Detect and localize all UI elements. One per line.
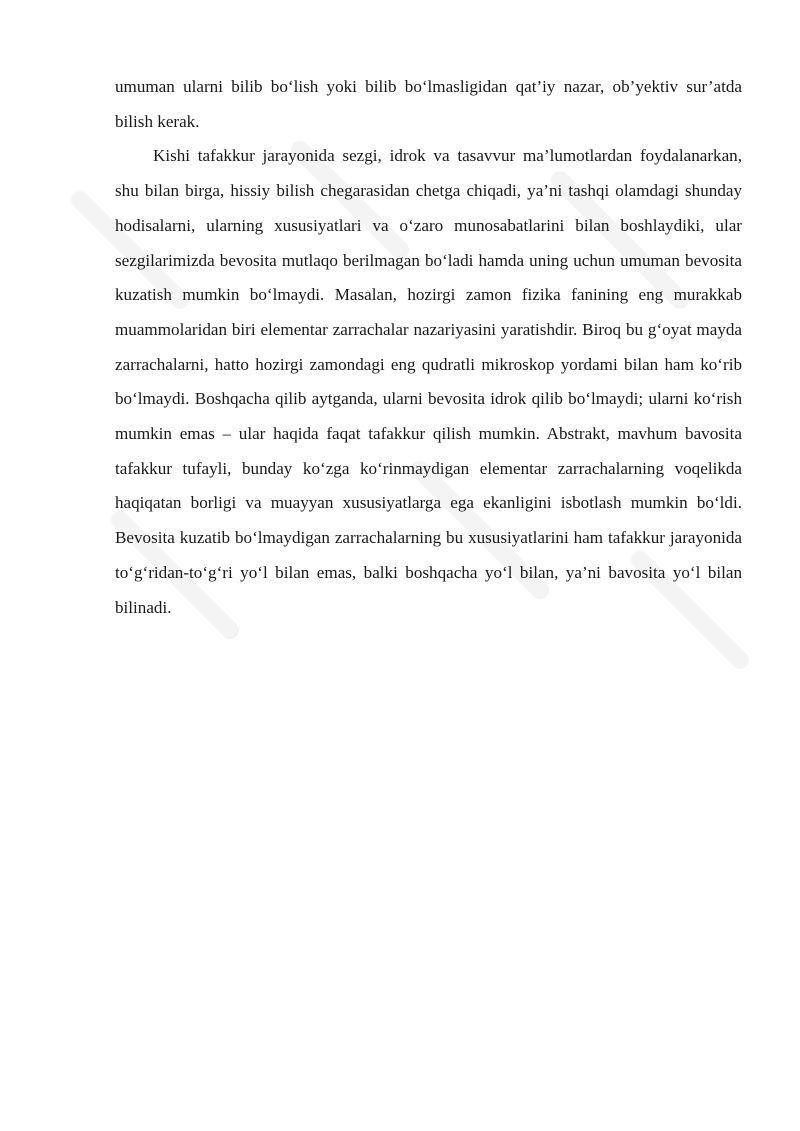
paragraph-continuation: umuman ularni bilib bo‘lish yoki bilib bo‘lmasligidan qat’iy nazar, ob’yektiv sur’atda bilish kerak. [115, 77, 742, 131]
paragraph-tafakkur: Kishi tafakkur jarayonida sezgi, idrok va tasavvur ma’lumotlardan foydalanarkan, shu bilan birga, hissiy bilish chegarasidan chetga chiqadi, ya’ni tashqi olamdagi shunday hodisalarni, ularning xususiyatlari va o‘zaro munosabatlarini bilan boshlaydiki, ular sezgilarimizda bevosita mutlaqo berilmagan bo‘ladi hamda uning uchun umuman bevosita kuzatish mumkin bo‘lmaydi. Masalan, hozirgi zamon fizika fanining eng murakkab muammolaridan biri elementar zarrachalar nazariyasini yaratishdir. Biroq bu g‘oyat mayda zarrachalarni, hatto hozirgi zamondagi eng qudratli mikroskop yordami bilan ham ko‘rib bo‘lmaydi. Boshqacha qilib aytganda, ularni bevosita idrok qilib bo‘lmaydi; ularni ko‘rish mumkin emas – ular haqida faqat tafakkur qilish mumkin. Abstrakt, mavhum bavosita tafakkur tufayli, bunday ko‘zga ko‘rinmaydigan elementar zarrachalarning voqelikda haqiqatan borligi va muayyan xususiyatlarga ega ekanligini isbotlash mumkin bo‘ldi. Bevosita kuzatib bo‘lmaydigan zarrachalarning bu xususiyatlarini ham tafakkur jarayonida to‘g‘ridan-to‘g‘ri yo‘l bilan emas, balki boshqacha yo‘l bilan, ya’ni bavosita yo‘l bilan bilinadi. [115, 146, 742, 617]
document-body [115, 70, 742, 625]
